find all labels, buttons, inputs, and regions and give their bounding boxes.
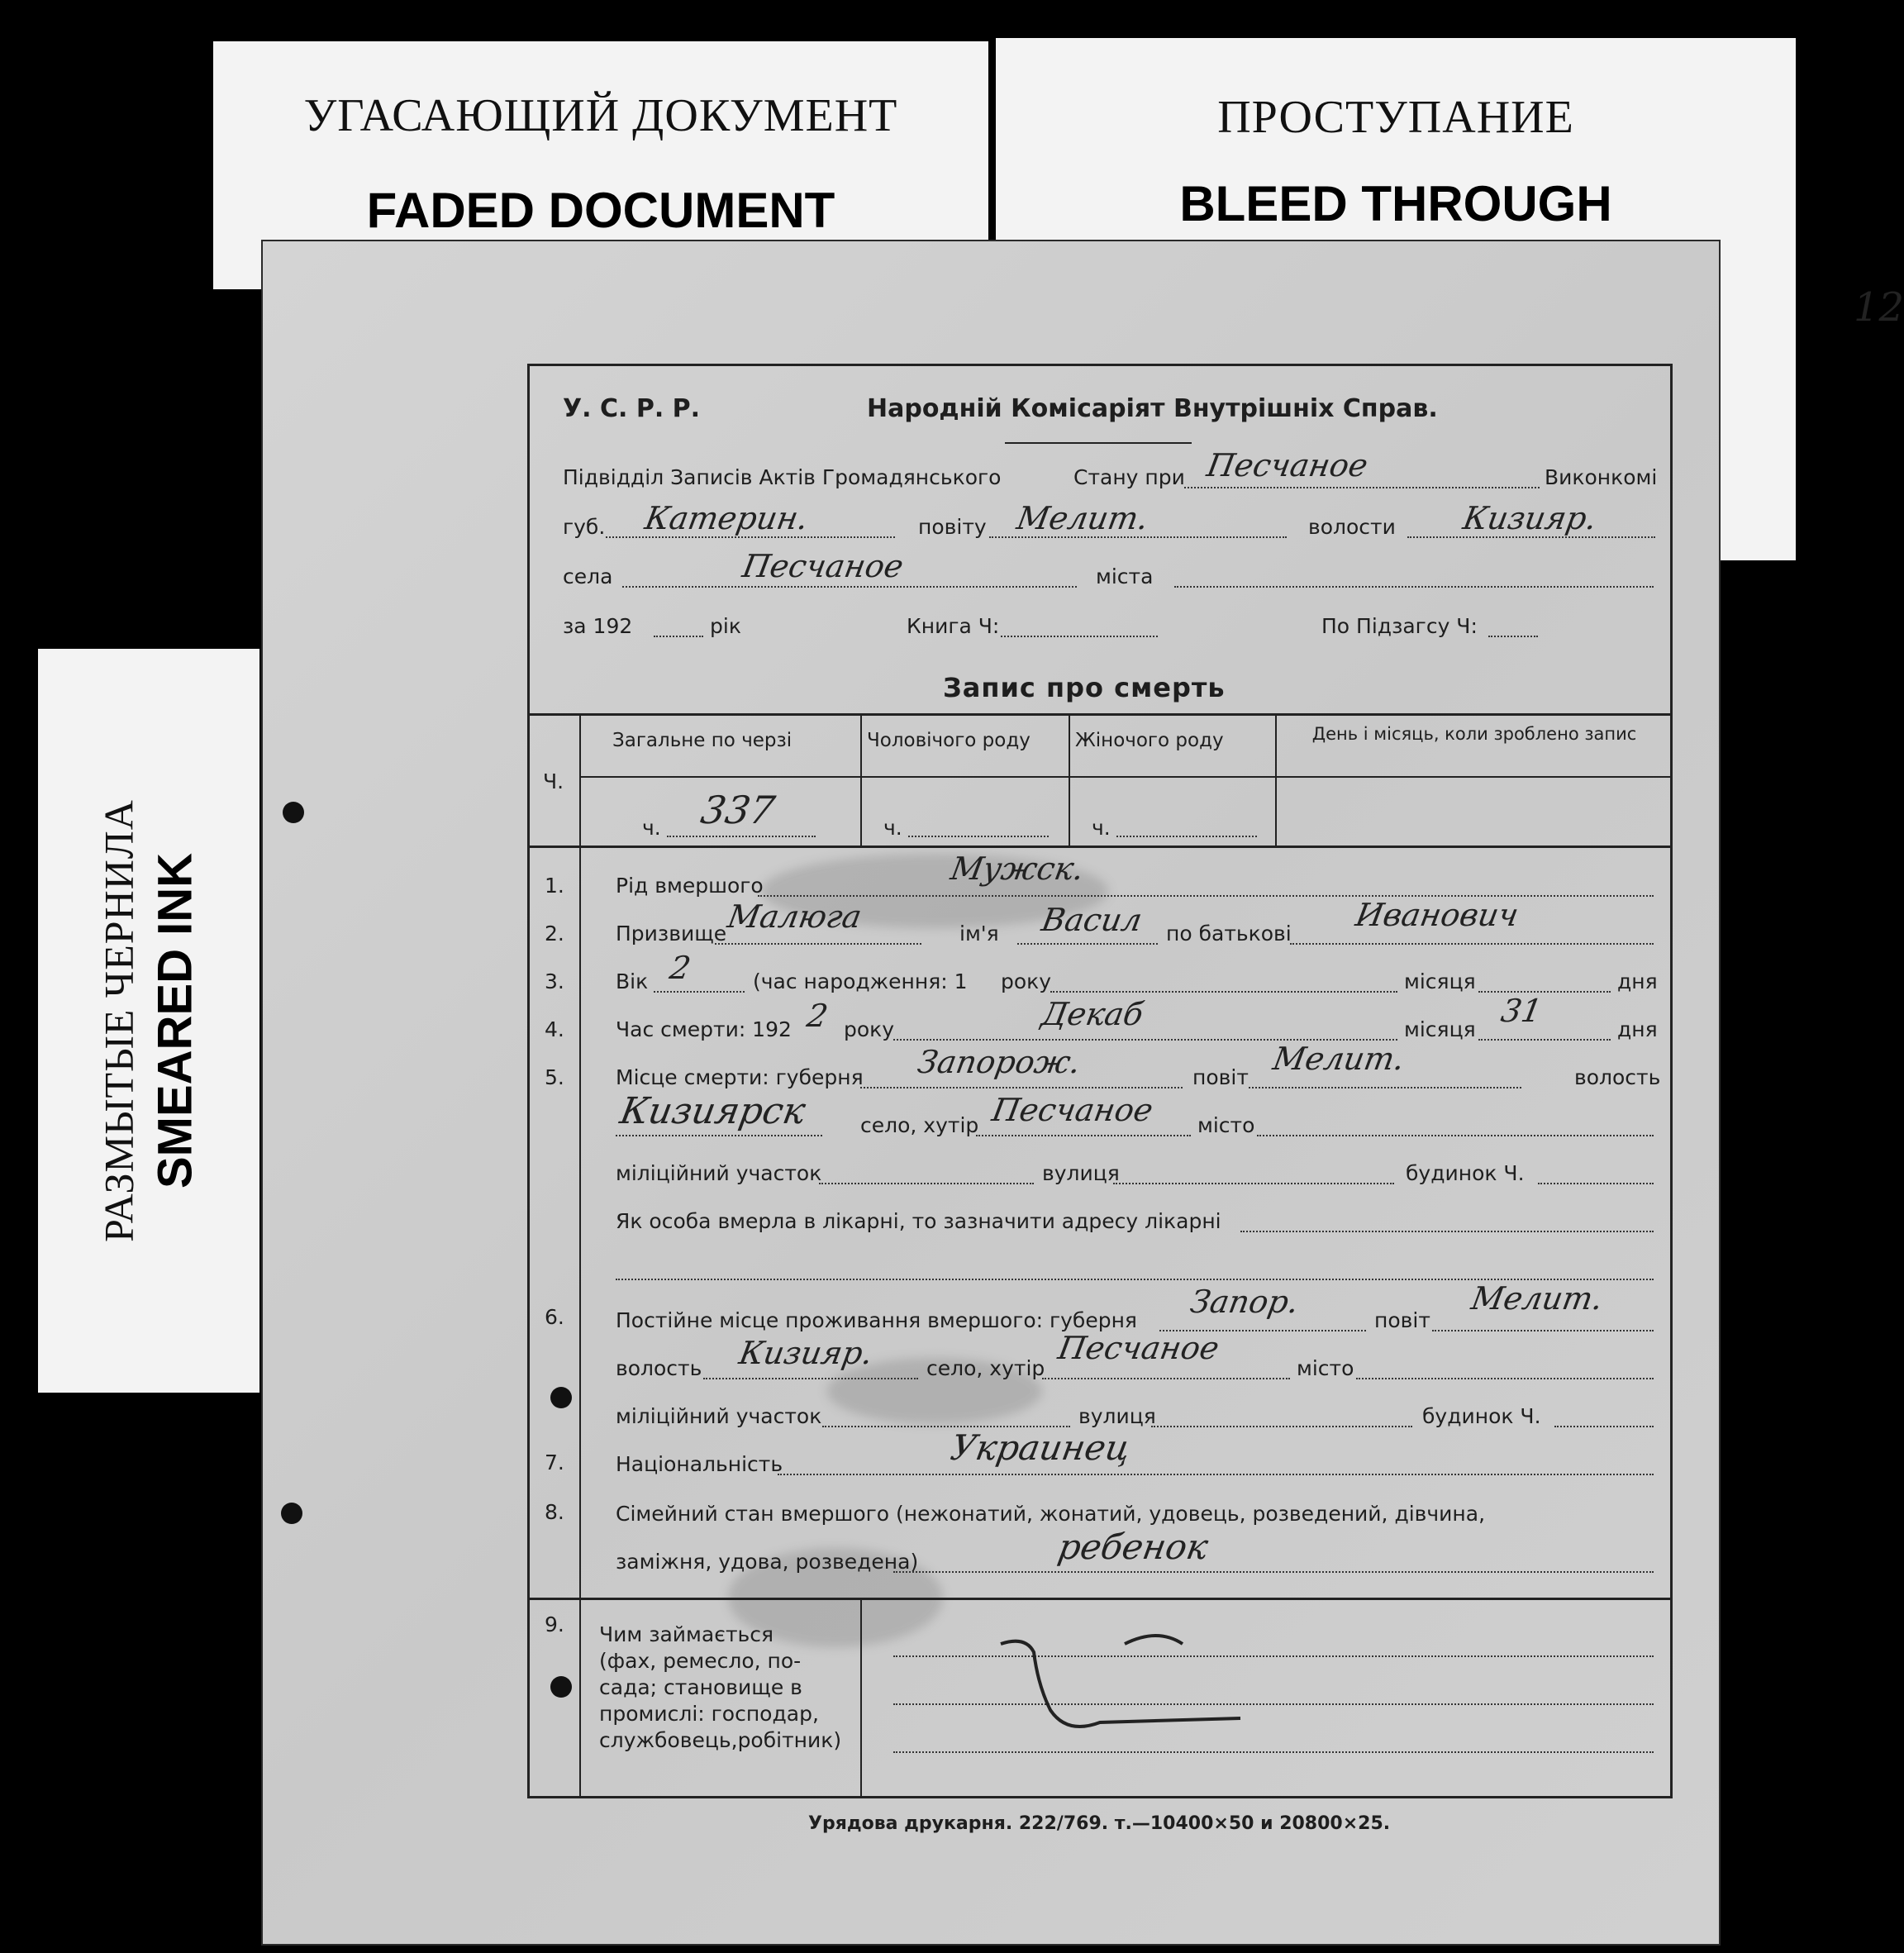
age-handwritten: 2	[667, 950, 694, 986]
surname-handwritten: Малюга	[725, 898, 864, 935]
residence-selo-handwritten: Песчаное	[1055, 1330, 1222, 1366]
patronymic-label: по батькові	[1166, 922, 1292, 946]
age-label: Вік	[616, 969, 649, 993]
occupation-label-2: (фах, ремесло, по-	[599, 1649, 802, 1673]
residence-selo-label: село, хутір	[926, 1356, 1045, 1380]
header-rule	[1005, 442, 1192, 444]
death-volost-label: волость	[1574, 1065, 1661, 1089]
patronymic-handwritten: Иванович	[1353, 897, 1521, 933]
residence-gub-handwritten: Запор.	[1188, 1284, 1302, 1320]
volosti-label: волости	[1308, 515, 1396, 539]
occupation-dash-scribble	[992, 1619, 1273, 1751]
rid-handwritten: Мужск.	[948, 850, 1088, 887]
death-militia-label: міліційний участок	[616, 1161, 822, 1185]
death-volost-handwritten: Кизиярск	[616, 1090, 809, 1132]
residence-militia-label: міліційний участок	[616, 1404, 822, 1428]
name-label: ім'я	[959, 922, 999, 946]
residence-street-label: вулиця	[1078, 1404, 1156, 1428]
printer-footer: Урядова друкарня. 222/769. т.—10400×50 и 20800×25.	[808, 1813, 1391, 1834]
pidzahsu-line	[1488, 636, 1538, 637]
birth-day-label: дня	[1617, 969, 1658, 993]
volosti-handwritten: Кизияр.	[1460, 500, 1600, 536]
row-num: 4.	[545, 1017, 564, 1041]
residence-volost-handwritten: Кизияр.	[736, 1335, 876, 1371]
commissariat-title: Народній Комісаріят Внутрішніх Справ.	[867, 394, 1438, 423]
residence-povit-label: повіт	[1374, 1308, 1430, 1332]
povitu-line	[989, 536, 1287, 538]
hospital-label: Як особа вмерла в лікарні, то зазначити адресу лікарні	[616, 1209, 1221, 1233]
death-povit-handwritten: Мелит.	[1270, 1041, 1408, 1077]
family-status-label: Сімейний стан вмершого (нежонатий, жонатий, удовець, розведений, дівчина,	[616, 1502, 1486, 1526]
occupation-label-4: промислі: господар,	[599, 1702, 819, 1726]
faded-label-ru: УГАСАЮЩИЙ ДОКУМЕНТ	[303, 90, 898, 141]
col-female: Жіночого роду	[1075, 730, 1224, 751]
sela-label: села	[563, 564, 613, 588]
row-num: 9.	[545, 1612, 564, 1636]
bleed-label-en: BLEED THROUGH	[1179, 176, 1612, 231]
table-bottom-rule	[530, 846, 1670, 848]
birth-year-label: року	[1001, 969, 1052, 993]
col-male: Чоловічого роду	[867, 730, 1031, 751]
row-num: 1.	[545, 874, 564, 898]
ch-general: ч.	[642, 816, 661, 840]
family-status-handwritten: ребенок	[1054, 1527, 1211, 1567]
vykonkom-label: Виконкомі	[1545, 465, 1658, 489]
ch-female: ч.	[1092, 816, 1111, 840]
mista-line	[1174, 586, 1654, 588]
smeared-ink-label	[38, 649, 259, 1393]
row-num: 8.	[545, 1500, 564, 1524]
mista-label: міста	[1096, 564, 1154, 588]
za-line	[654, 636, 703, 637]
occupation-label-3: сада; становище в	[599, 1675, 802, 1699]
ch-male: ч.	[883, 816, 902, 840]
death-day-handwritten: 31	[1498, 993, 1545, 1029]
rik-label: рік	[710, 614, 741, 638]
document-page	[263, 241, 1904, 1944]
occupation-label-1: Чим займається	[599, 1622, 774, 1646]
death-place-label: Місце смерти: губерня	[616, 1065, 864, 1089]
death-misto-label: місто	[1197, 1113, 1255, 1137]
death-month-label: місяця	[1404, 1017, 1476, 1041]
table-top-rule	[530, 713, 1670, 716]
bleed-label-ru: ПРОСТУПАНИЕ	[1217, 92, 1574, 143]
punch-hole	[283, 802, 304, 823]
smeared-label-ru: РАЗМЫТЫЕ ЧЕРНИЛА	[95, 799, 142, 1242]
rid-label: Рід вмершого	[616, 874, 764, 898]
knyha-line	[1001, 636, 1158, 637]
col-date: День і місяць, коли зроблено запис	[1311, 724, 1637, 744]
stan-line	[1184, 487, 1540, 488]
death-record-form	[527, 364, 1673, 1798]
stan-label: Стану при	[1073, 465, 1185, 489]
row9-rule	[530, 1598, 1670, 1600]
death-selo-label: село, хутір	[860, 1113, 979, 1137]
death-year-label: року	[844, 1017, 895, 1041]
gub-line	[606, 536, 895, 538]
death-house-label: будинок Ч.	[1406, 1161, 1525, 1185]
death-gub-handwritten: Запорож.	[915, 1044, 1084, 1080]
row-num: 5.	[545, 1065, 564, 1089]
republic-abbr: У. С. Р. Р.	[563, 394, 701, 423]
residence-house-label: будинок Ч.	[1422, 1404, 1541, 1428]
number-column-rule	[579, 713, 581, 1796]
general-number-handwritten: 337	[697, 788, 778, 832]
row-num: 7.	[545, 1450, 564, 1474]
surname-label: Призвище	[616, 922, 727, 946]
residence-misto-label: місто	[1297, 1356, 1354, 1380]
sela-handwritten: Песчаное	[740, 548, 907, 584]
residence-label: Постійне місце проживання вмершого: губерня	[616, 1308, 1137, 1332]
col-general: Загальне по черзі	[612, 730, 793, 751]
death-street-label: вулиця	[1042, 1161, 1120, 1185]
death-year-handwritten: 2	[804, 998, 831, 1034]
birth-month-label: місяця	[1404, 969, 1476, 993]
sela-line	[622, 586, 1077, 588]
knyha-label: Книга Ч:	[907, 614, 1000, 638]
death-day-label: дня	[1617, 1017, 1658, 1041]
povitu-label: повіту	[918, 515, 987, 539]
gub-label: губ.	[563, 515, 606, 539]
family-status-label-2: заміжня, удова, розведена)	[616, 1550, 919, 1574]
pidzahsu-label: По Підзагсу Ч:	[1321, 614, 1478, 638]
smeared-label-en: SMEARED INK	[148, 852, 202, 1189]
occupation-label-5: службовець,робітник)	[599, 1728, 842, 1752]
death-selo-handwritten: Песчаное	[989, 1092, 1156, 1128]
row-num: 6.	[545, 1305, 564, 1329]
page-number: 12	[1854, 284, 1904, 331]
residence-volost-label: волость	[616, 1356, 702, 1380]
name-handwritten: Васил	[1039, 902, 1145, 938]
gub-handwritten: Катерин.	[642, 500, 812, 536]
volosti-line	[1407, 536, 1655, 538]
nationality-handwritten: Украинец	[947, 1427, 1134, 1468]
death-povit-label: повіт	[1192, 1065, 1249, 1089]
povitu-handwritten: Мелит.	[1014, 500, 1152, 536]
punch-hole	[281, 1503, 302, 1524]
death-time-label: Час смерти: 192	[616, 1017, 792, 1041]
row-num: 3.	[545, 969, 564, 993]
death-month-handwritten: Декаб	[1039, 996, 1146, 1032]
col-ch: Ч.	[543, 769, 564, 793]
faded-label-en: FADED DOCUMENT	[366, 183, 835, 238]
row-num: 2.	[545, 922, 564, 946]
birth-label: (час народження: 1	[753, 969, 968, 993]
form-title: Запис про смерть	[943, 672, 1226, 703]
za-label: за 192	[563, 614, 633, 638]
residence-povit-handwritten: Мелит.	[1468, 1280, 1606, 1317]
stan-handwritten: Песчаное	[1204, 447, 1371, 483]
nationality-label: Національність	[616, 1452, 783, 1476]
registry-office-label: Підвідділ Записів Актів Громадянського	[563, 465, 1002, 489]
